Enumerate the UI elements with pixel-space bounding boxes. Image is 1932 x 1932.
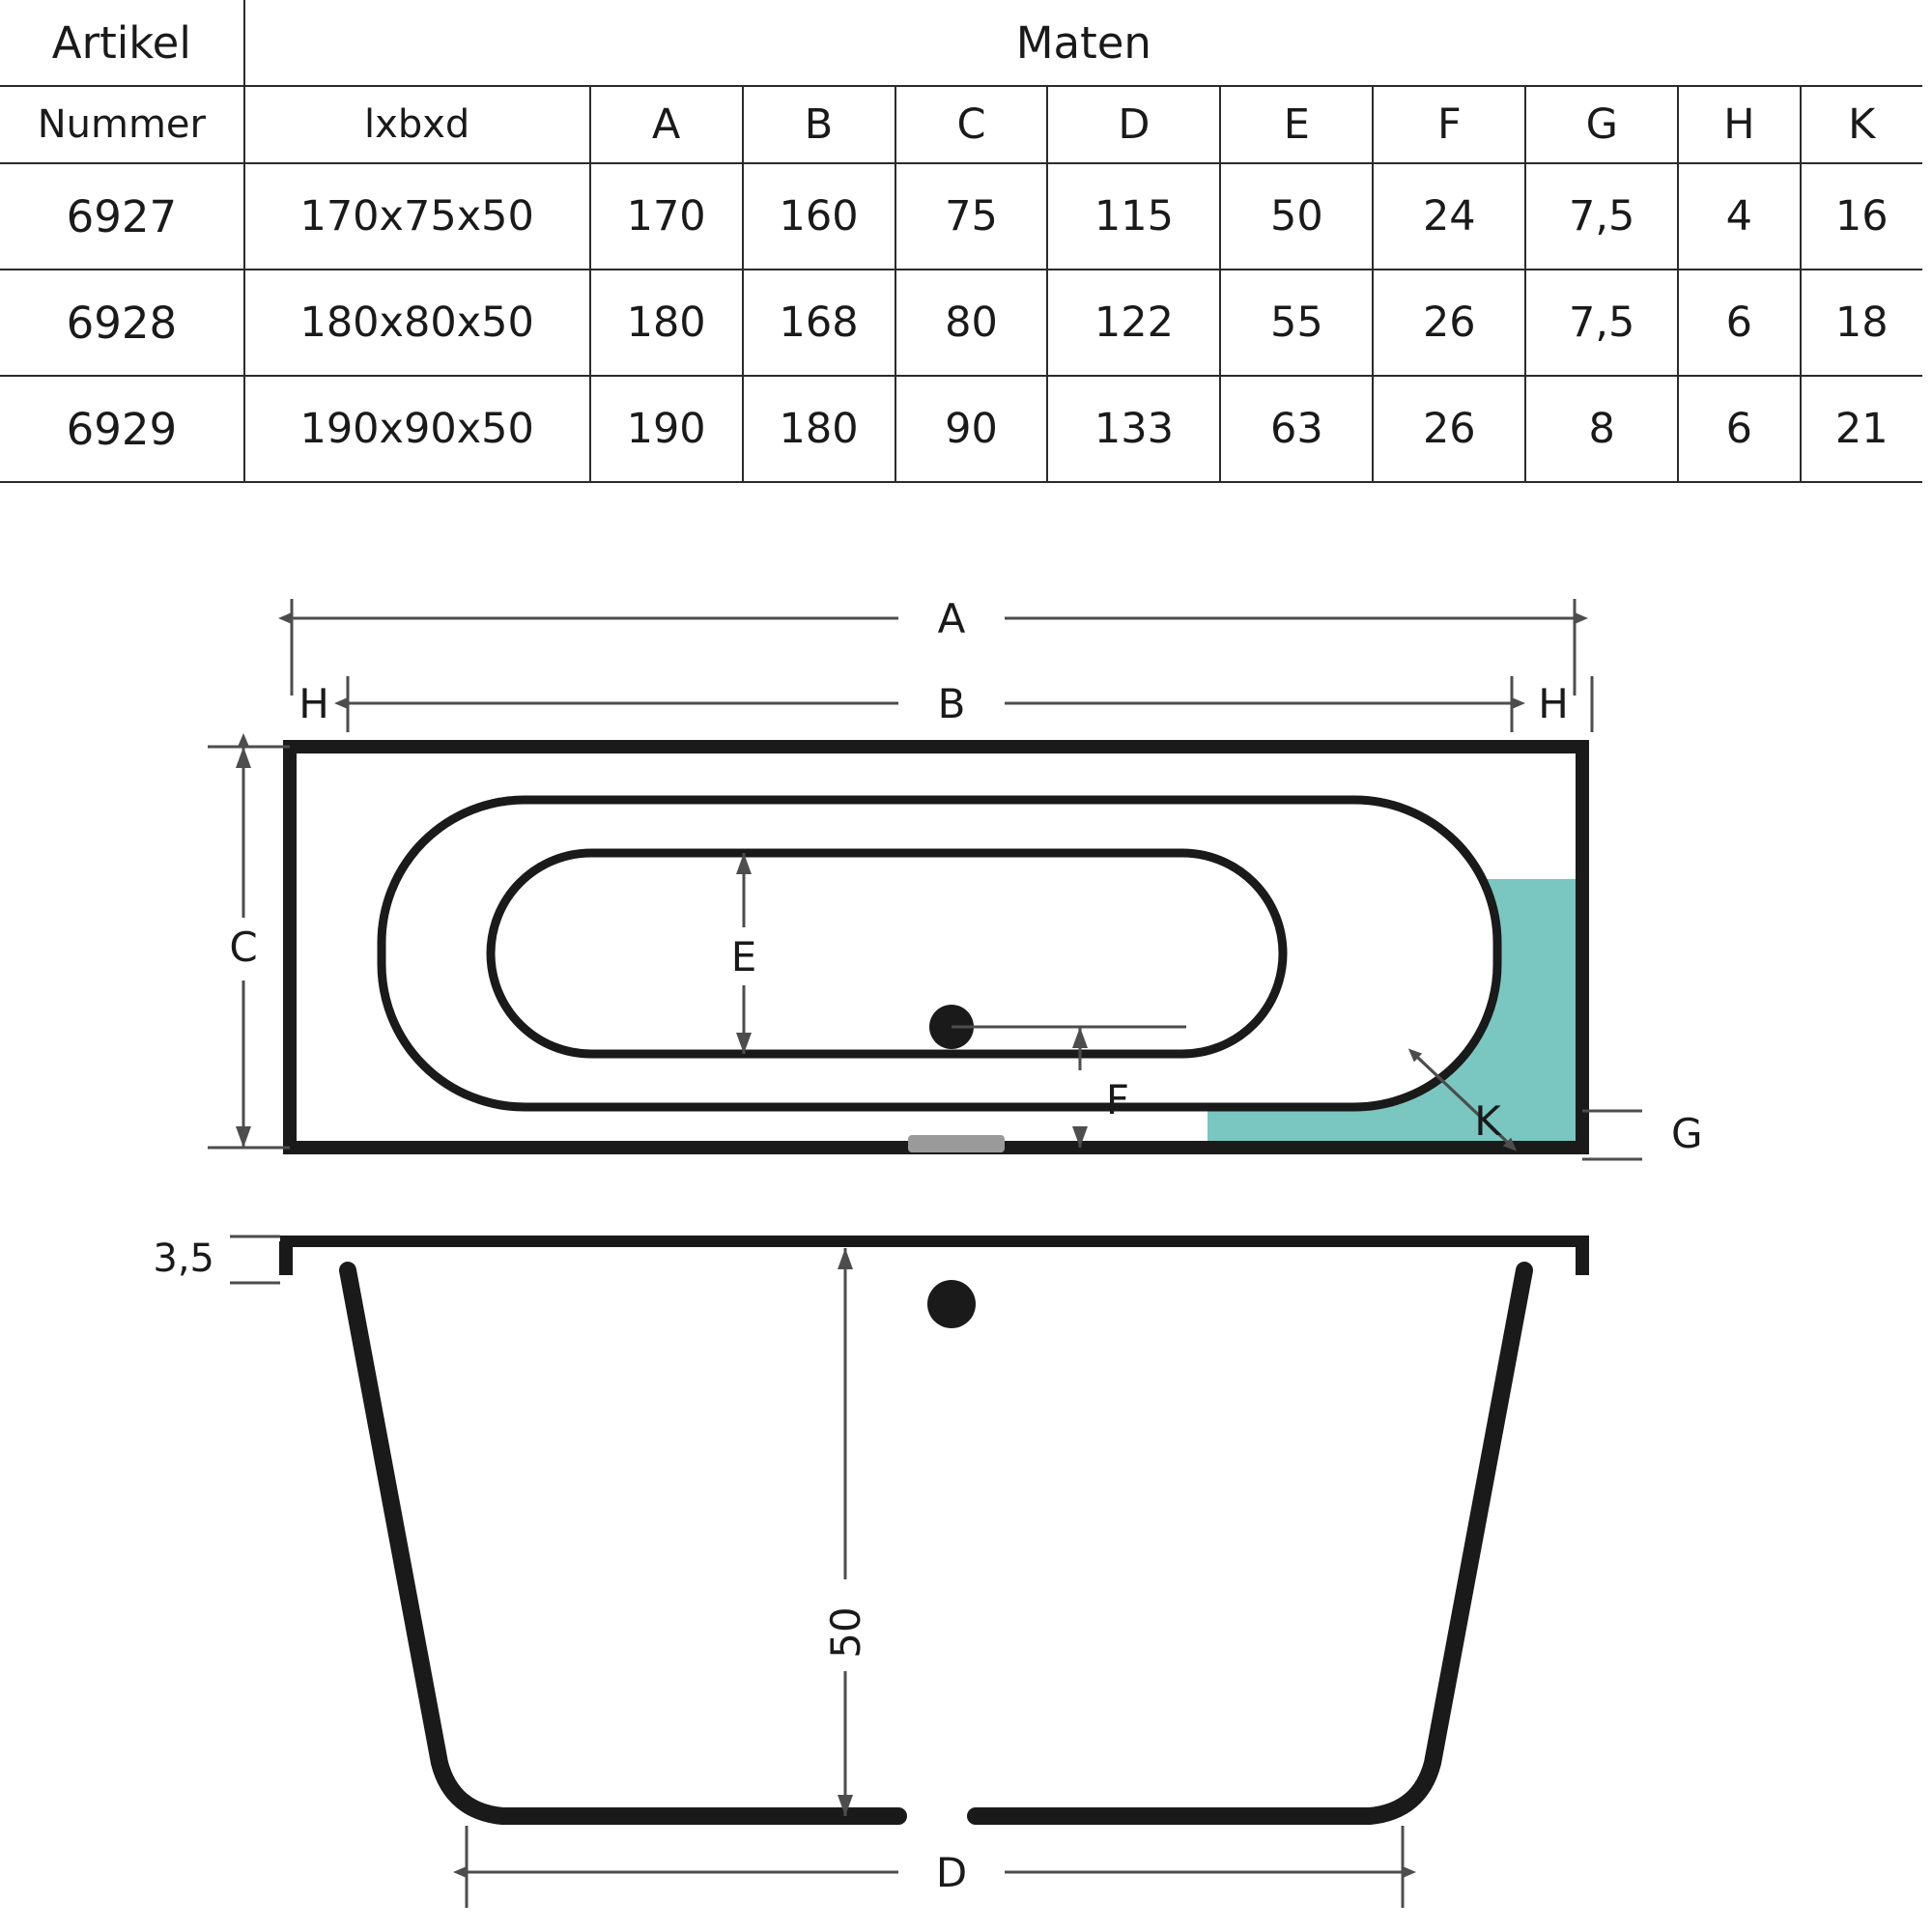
row-value-k: 21 [1801, 376, 1922, 482]
row-value-g: 7,5 [1525, 270, 1678, 376]
table-row [0, 270, 1922, 376]
row-value-f: 24 [1373, 163, 1525, 270]
row-value-e: 50 [1220, 163, 1373, 270]
row-value-h: 6 [1678, 270, 1800, 376]
row-lxbxd: 170x75x50 [244, 163, 590, 270]
row-value-f: 26 [1373, 270, 1525, 376]
subheader-letter-d: D [1047, 86, 1220, 163]
dimension-d [467, 1826, 1403, 1908]
subheader-letter-f: F [1373, 86, 1525, 163]
table-subheader-row [0, 86, 1922, 163]
subheader-letter-e: E [1220, 86, 1373, 163]
row-value-g: 7,5 [1525, 163, 1678, 270]
dimension-a [292, 595, 1575, 696]
label-rim-thickness: 3,5 [153, 1236, 214, 1281]
row-value-a: 170 [590, 163, 743, 270]
subheader-nummer: Nummer [0, 86, 244, 163]
label-depth: 50 [822, 1606, 869, 1659]
label-g: G [1671, 1110, 1703, 1157]
label-a: A [937, 595, 966, 642]
side-view-group [153, 1236, 1589, 1908]
overflow-slot [908, 1135, 1005, 1152]
row-value-f: 26 [1373, 376, 1525, 482]
dimension-g [1582, 1110, 1703, 1159]
label-f: F [1105, 1076, 1130, 1123]
row-value-e: 63 [1220, 376, 1373, 482]
row-lxbxd: 190x90x50 [244, 376, 590, 482]
row-value-b: 180 [743, 376, 895, 482]
row-value-h: 6 [1678, 376, 1800, 482]
row-value-e: 55 [1220, 270, 1373, 376]
row-lxbxd: 180x80x50 [244, 270, 590, 376]
row-article-number: 6927 [0, 163, 244, 270]
dimension-depth [822, 1248, 869, 1816]
row-value-g: 8 [1525, 376, 1678, 482]
header-maten: Maten [244, 0, 1922, 86]
top-view-group [208, 595, 1703, 1159]
subheader-lxbxd: lxbxd [244, 86, 590, 163]
row-value-d: 122 [1047, 270, 1220, 376]
label-d: D [935, 1849, 968, 1896]
technical-drawing [0, 560, 1932, 1932]
row-value-c: 90 [895, 376, 1048, 482]
side-profile-right [976, 1270, 1524, 1816]
row-article-number: 6929 [0, 376, 244, 482]
dimension-b [348, 676, 1512, 732]
row-value-d: 133 [1047, 376, 1220, 482]
table-row [0, 376, 1922, 482]
row-value-h: 4 [1678, 163, 1800, 270]
subheader-letter-k: K [1801, 86, 1922, 163]
row-value-a: 190 [590, 376, 743, 482]
row-value-d: 115 [1047, 163, 1220, 270]
row-value-b: 160 [743, 163, 895, 270]
label-k: K [1474, 1097, 1501, 1145]
row-value-b: 168 [743, 270, 895, 376]
table-header-row [0, 0, 1922, 86]
drain-hole-side-view [927, 1280, 976, 1328]
label-b: B [937, 680, 966, 727]
row-value-c: 75 [895, 163, 1048, 270]
row-value-k: 16 [1801, 163, 1922, 270]
subheader-letter-c: C [895, 86, 1048, 163]
label-e: E [730, 933, 757, 980]
header-artikel: Artikel [0, 0, 244, 86]
row-article-number: 6928 [0, 270, 244, 376]
dimension-c [208, 747, 290, 1148]
row-value-a: 180 [590, 270, 743, 376]
specification-table [0, 0, 1922, 483]
row-value-c: 80 [895, 270, 1048, 376]
label-h-right: H [1538, 680, 1569, 727]
dimension-rim-thickness [153, 1236, 280, 1283]
side-profile-left [348, 1270, 898, 1816]
row-value-k: 18 [1801, 270, 1922, 376]
tub-bottom-contour [491, 853, 1283, 1054]
subheader-letter-h: H [1678, 86, 1800, 163]
subheader-letter-b: B [743, 86, 895, 163]
label-h-left: H [298, 680, 329, 727]
subheader-letter-g: G [1525, 86, 1678, 163]
subheader-letter-a: A [590, 86, 743, 163]
specification-table-wrapper [0, 0, 1922, 483]
label-c: C [229, 923, 258, 971]
table-row [0, 163, 1922, 270]
